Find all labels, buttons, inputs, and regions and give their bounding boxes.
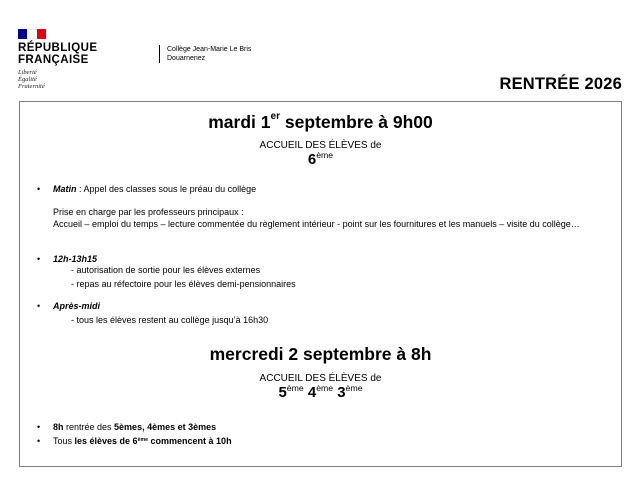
prise-en-charge-line: Prise en charge par les professeurs principaux : bbox=[53, 207, 244, 217]
bullet-icon: • bbox=[37, 301, 41, 311]
day2-line2-bold2: commencent à 10h bbox=[148, 436, 232, 446]
bullet-icon: • bbox=[37, 422, 41, 432]
day2-title: mercredi 2 septembre à 8h bbox=[209, 344, 432, 364]
motto-egalite: Égalité bbox=[18, 76, 37, 83]
matin-line bbox=[53, 184, 618, 196]
college-block bbox=[159, 45, 251, 63]
day2-accueil: ACCUEIL DES ÉLÈVES de bbox=[259, 373, 382, 384]
aprem-label: Après-midi bbox=[53, 301, 101, 311]
day1-title-prefix: mardi 1 bbox=[208, 112, 271, 132]
day2-line2 bbox=[53, 436, 618, 448]
day2-level-4-sup: ème bbox=[316, 383, 334, 394]
midi-label: 12h-13h15 bbox=[53, 254, 98, 264]
day2-level-5: 5 bbox=[278, 384, 287, 401]
day1-level-num: 6 bbox=[307, 151, 317, 168]
midi-item-1: - autorisation de sortie pour les élèves externes bbox=[71, 265, 261, 275]
content-frame bbox=[19, 101, 622, 467]
republique-line1: RÉPUBLIQUE bbox=[18, 42, 98, 54]
flag-white bbox=[27, 29, 36, 39]
midi-item-2: - repas au réfectoire pour les élèves demi-pensionnaires bbox=[71, 279, 296, 289]
matin-text: : Appel des classes sous le préau du collège bbox=[76, 184, 257, 194]
motto bbox=[18, 69, 97, 90]
aprem-item-1: - tous les élèves restent au collège jusqu’à 16h30 bbox=[71, 315, 269, 325]
day2-line1-time: 8h bbox=[53, 422, 64, 432]
day2-line1-levels: 5èmes, 4èmes et 3èmes bbox=[114, 422, 217, 432]
republique-francaise-logo bbox=[18, 29, 97, 90]
day1-level-sup: ème bbox=[316, 150, 334, 161]
day2-line2-sup: ème bbox=[137, 437, 149, 444]
bullet-icon: • bbox=[37, 254, 41, 264]
college-name: Collège Jean-Marie Le Bris bbox=[167, 46, 252, 53]
college-city: Douarnenez bbox=[167, 55, 206, 62]
bullet-icon: • bbox=[37, 436, 41, 446]
day2-line2-bold: les élèves de 6 bbox=[74, 436, 138, 446]
flag-blue bbox=[18, 29, 27, 39]
day2-level-3: 3 bbox=[337, 384, 346, 401]
day2-levels bbox=[20, 384, 621, 401]
motto-fraternite: Fraternité bbox=[18, 83, 45, 90]
day2-level-4: 4 bbox=[307, 384, 317, 401]
day2-level-5-sup: ème bbox=[286, 383, 304, 394]
day1-accueil: ACCUEIL DES ÉLÈVES de bbox=[259, 140, 382, 151]
accueil-activities: Accueil – emploi du temps – lecture commentée du règlement intérieur - point sur les fournitures et les manuels – visite du collège… bbox=[53, 219, 580, 229]
day1-levels bbox=[20, 151, 621, 168]
day2-line2-text: Tous bbox=[53, 436, 75, 446]
matin-label: Matin bbox=[53, 184, 77, 194]
page-title: RENTRÉE 2026 bbox=[499, 75, 622, 93]
french-flag-icon bbox=[18, 29, 46, 39]
day1-title bbox=[20, 112, 621, 133]
bullet-icon: • bbox=[37, 184, 41, 194]
republique-name bbox=[18, 42, 97, 66]
day2-level-3-sup: ème bbox=[345, 383, 363, 394]
flag-red bbox=[37, 29, 46, 39]
day2-line1 bbox=[53, 422, 618, 434]
day1-title-suffix: septembre à 9h00 bbox=[280, 112, 433, 132]
day1-title-sup: er bbox=[270, 111, 281, 122]
republique-line2: FRANÇAISE bbox=[18, 54, 89, 66]
motto-liberte: Liberté bbox=[18, 69, 37, 76]
day2-line1-text: rentrée des bbox=[63, 422, 115, 432]
